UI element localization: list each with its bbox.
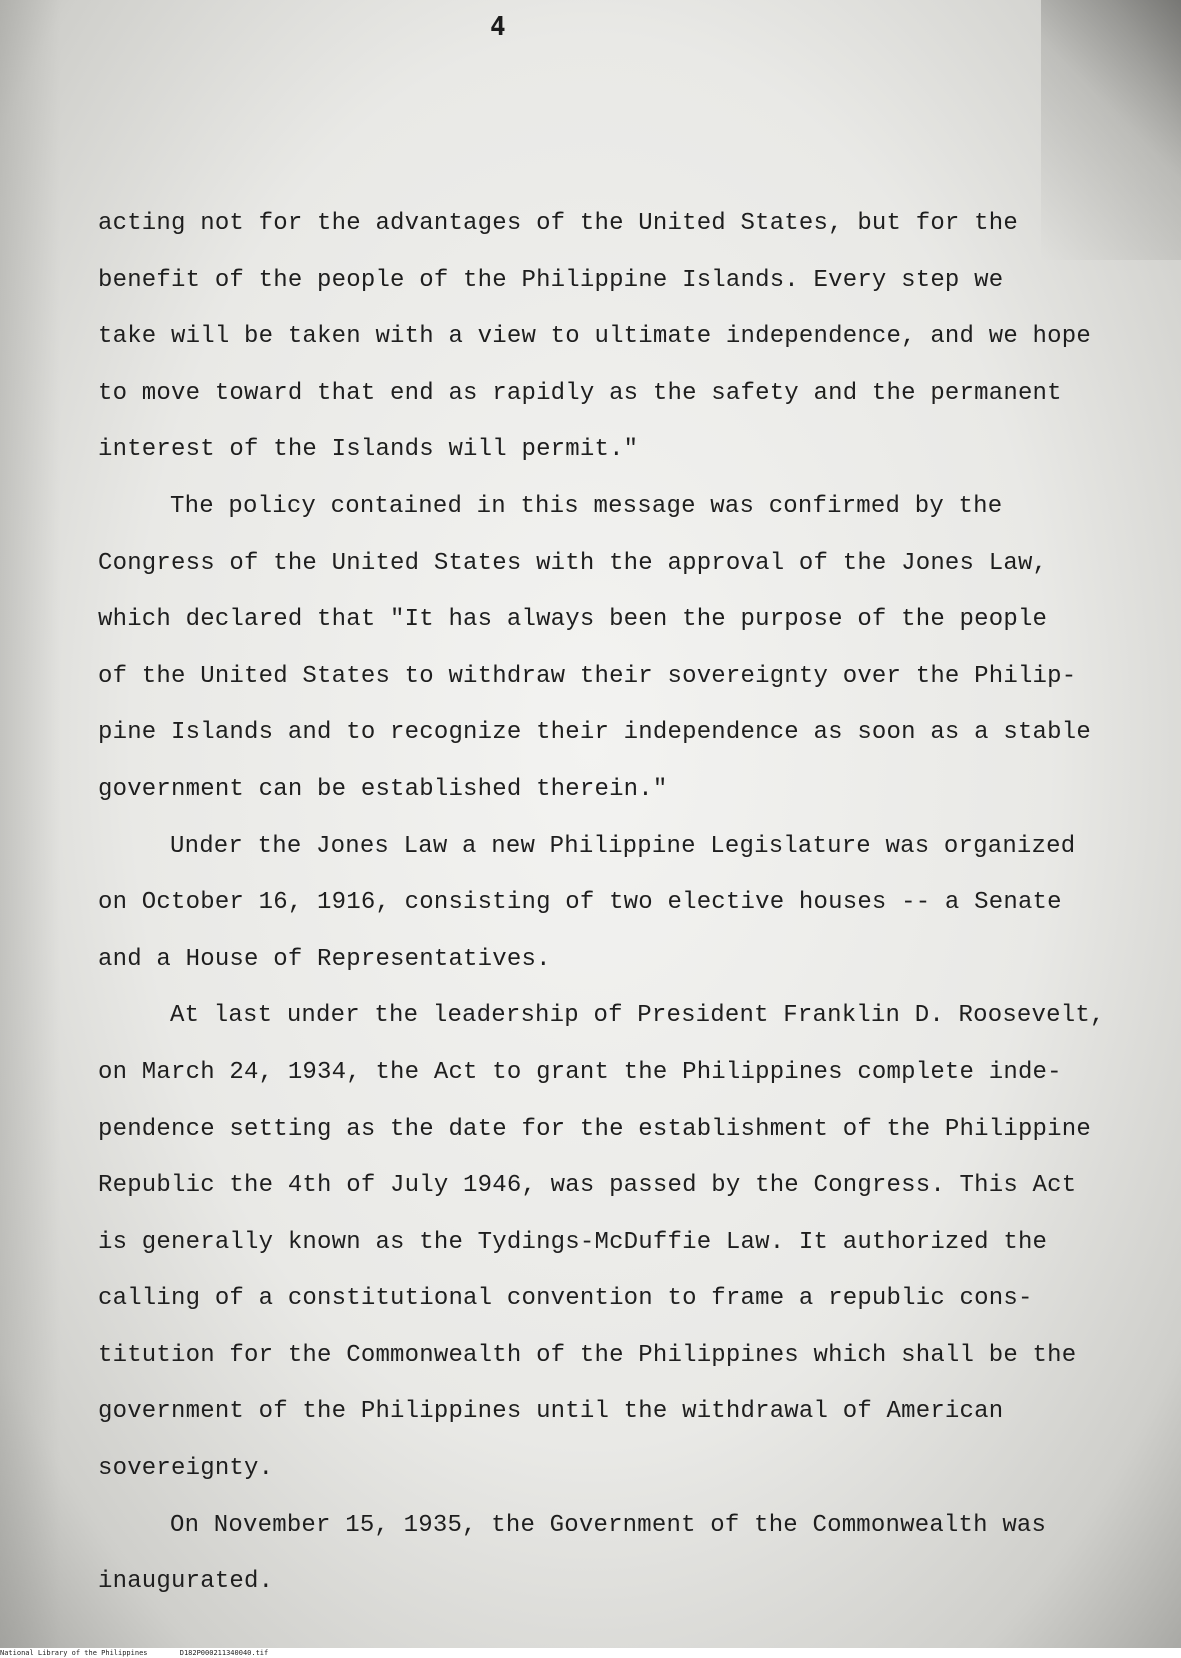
- text-line: on October 16, 1916, consisting of two elective houses -- a Senate: [98, 889, 1062, 917]
- text-line: Under the Jones Law a new Philippine Legislature was organized: [170, 832, 1076, 860]
- text-line: interest of the Islands will permit.": [98, 436, 639, 464]
- paragraph-5: [98, 1498, 1098, 1611]
- footer-file: D182P000211340040.tif: [179, 1649, 269, 1657]
- text-line: Congress of the United States with the approval of the Jones Law,: [98, 549, 1048, 577]
- document-body: [98, 196, 1105, 1611]
- text-line: on March 24, 1934, the Act to grant the Philippines complete inde-: [98, 1058, 1062, 1086]
- text-line: At last under the leadership of President Franklin D. Roosevelt,: [170, 1002, 1105, 1030]
- paragraph-3: [98, 819, 1098, 989]
- text-line: government can be established therein.": [98, 775, 668, 803]
- text-line: On November 15, 1935, the Government of the Commonwealth was: [170, 1511, 1047, 1539]
- text-line: to move toward that end as rapidly as the safety and the permanent: [98, 379, 1062, 407]
- text-line: The policy contained in this message was confirmed by the: [170, 492, 1003, 520]
- text-line: titution for the Commonwealth of the Philippines which shall be the: [98, 1341, 1077, 1369]
- text-line: sovereignty.: [98, 1455, 274, 1483]
- text-line: and a House of Representatives.: [98, 945, 551, 973]
- text-line: calling of a constitutional convention to frame a republic cons-: [98, 1285, 1033, 1313]
- scan-footer: [0, 1648, 1181, 1658]
- text-line: which declared that "It has always been the purpose of the people: [98, 606, 1048, 634]
- text-line: take will be taken with a view to ultimate independence, and we hope: [98, 323, 1091, 351]
- text-line: acting not for the advantages of the United States, but for the: [98, 210, 1018, 237]
- paragraph-4: [98, 988, 1105, 1497]
- text-line: government of the Philippines until the withdrawal of American: [98, 1398, 1004, 1426]
- text-line: inaugurated.: [98, 1568, 274, 1596]
- text-line: benefit of the people of the Philippine Islands. Every step we: [98, 266, 1004, 294]
- text-line: is generally known as the Tydings-McDuffie Law. It authorized the: [98, 1228, 1048, 1256]
- page-number: 4: [490, 12, 506, 42]
- paragraph-1: [98, 196, 1098, 479]
- footer-source: National Library of the Philippines: [0, 1649, 148, 1657]
- scan-edge-shadow: [0, 0, 60, 1648]
- text-line: pendence setting as the date for the establishment of the Philippine: [98, 1115, 1091, 1143]
- paragraph-2: [98, 479, 1098, 819]
- text-line: Republic the 4th of July 1946, was passed by the Congress. This Act: [98, 1172, 1077, 1200]
- text-line: of the United States to withdraw their sovereignty over the Philip-: [98, 662, 1077, 690]
- text-line: pine Islands and to recognize their independence as soon as a stable: [98, 719, 1091, 747]
